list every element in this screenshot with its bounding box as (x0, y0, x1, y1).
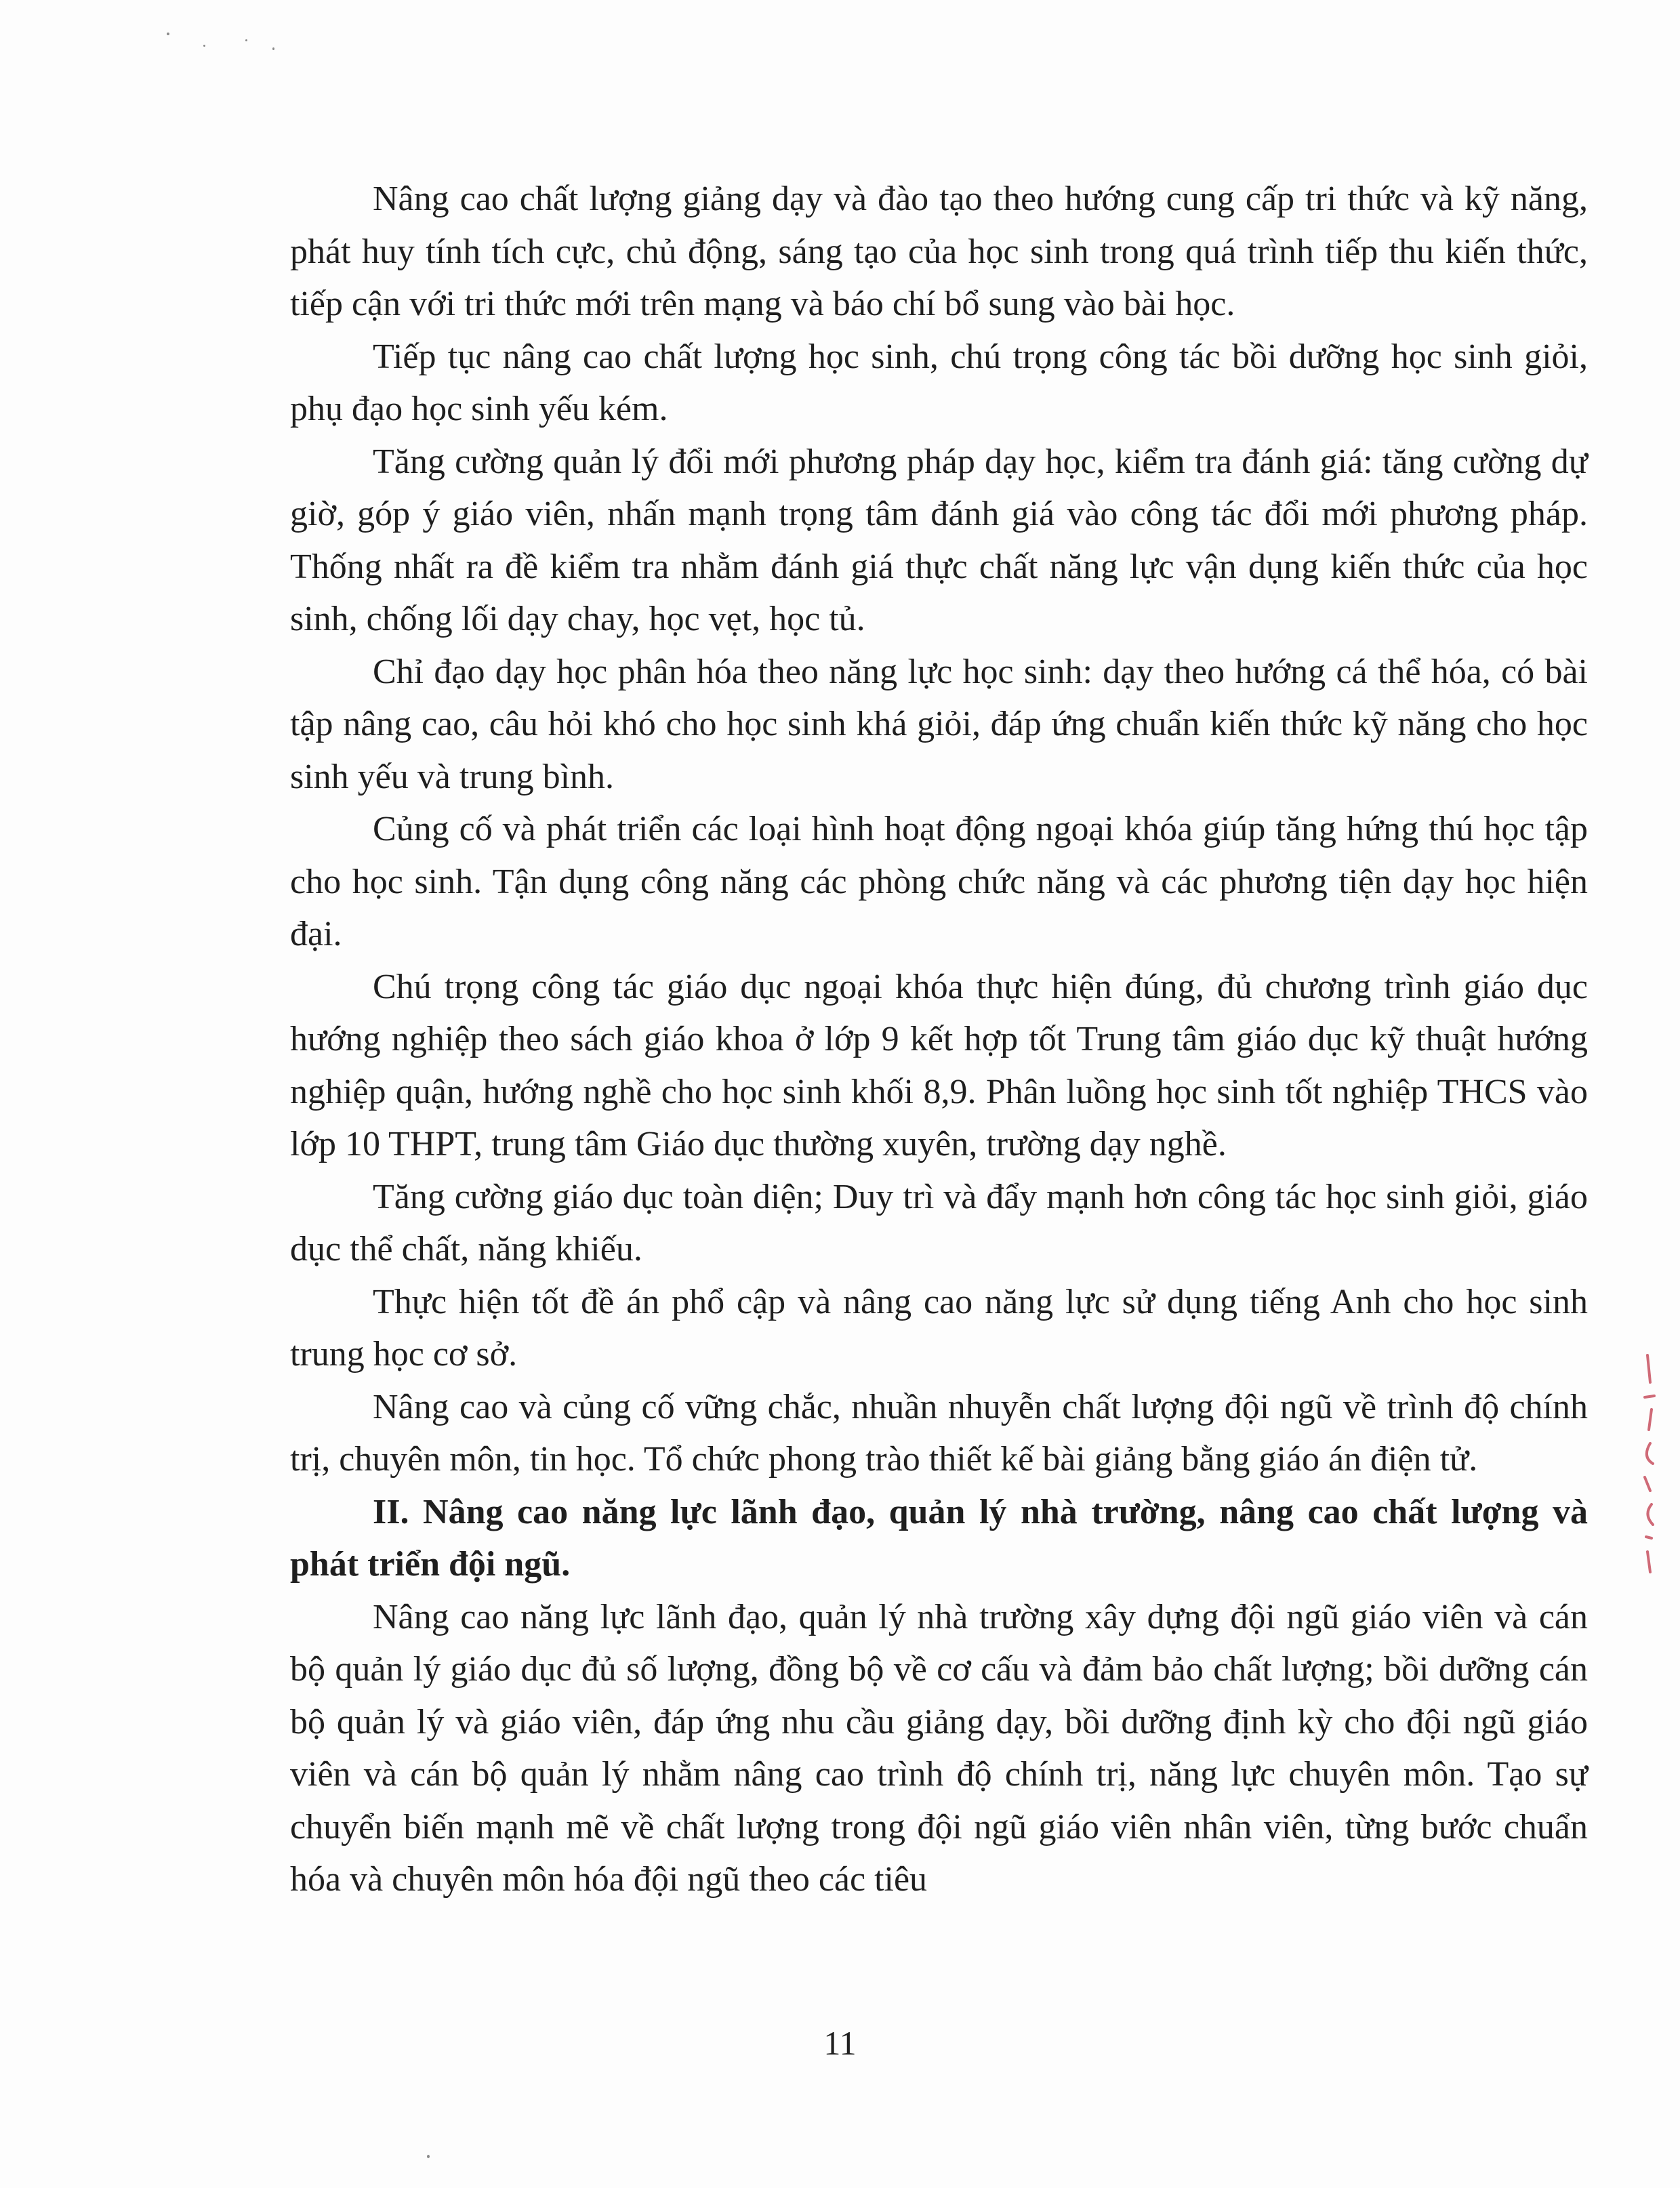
margin-stamp-mark (1623, 1348, 1671, 1579)
scan-speck (167, 33, 169, 35)
body-paragraph: Thực hiện tốt đề án phổ cập và nâng cao năng lực sử dụng tiếng Anh cho học sinh trung học cơ sở. (290, 1282, 1588, 1374)
body-paragraph: Củng cố và phát triển các loại hình hoạt động ngoại khóa giúp tăng hứng thú học tập cho học sinh. Tận dụng công năng các phòng chức năng và các phương tiện dạy học hiện đại. (290, 810, 1588, 953)
body-paragraph: Tiếp tục nâng cao chất lượng học sinh, chú trọng công tác bồi dưỡng học sinh giỏi, phụ đạo học sinh yếu kém. (290, 337, 1588, 428)
page-number: 11 (823, 2024, 857, 2062)
document-body (290, 173, 1588, 1906)
body-paragraph: Chỉ đạo dạy học phân hóa theo năng lực học sinh: dạy theo hướng cá thể hóa, có bài tập nâng cao, câu hỏi khó cho học sinh khá giỏi, đáp ứng chuẩn kiến thức kỹ năng cho học sinh yếu và trung bình. (290, 652, 1588, 796)
body-paragraph: Chú trọng công tác giáo dục ngoại khóa thực hiện đúng, đủ chương trình giáo dục hướng nghiệp theo sách giáo khoa ở lớp 9 kết hợp tốt Trung tâm giáo dục kỹ thuật hướng nghiệp quận, hướng nghề cho học sinh khối 8,9. Phân luồng học sinh tốt nghiệp THCS vào lớp 10 THPT, trung tâm Giáo dục thường xuyên, trường dạy nghề. (290, 967, 1588, 1163)
scan-speck (203, 45, 205, 47)
body-paragraph: Nâng cao chất lượng giảng dạy và đào tạo theo hướng cung cấp tri thức và kỹ năng, phát huy tính tích cực, chủ động, sáng tạo của học sinh trong quá trình tiếp thu kiến thức, tiếp cận với tri thức mới trên mạng và báo chí bổ sung vào bài học. (290, 180, 1588, 323)
section-heading: II. Nâng cao năng lực lãnh đạo, quản lý nhà trường, nâng cao chất lượng và phát triển đội ngũ. (290, 1492, 1588, 1584)
body-paragraph: Tăng cường giáo dục toàn diện; Duy trì và đẩy mạnh hơn công tác học sinh giỏi, giáo dục thể chất, năng khiếu. (290, 1177, 1588, 1268)
scan-speck (427, 2155, 430, 2158)
body-paragraph: Tăng cường quản lý đổi mới phương pháp dạy học, kiểm tra đánh giá: tăng cường dự giờ, góp ý giáo viên, nhấn mạnh trọng tâm đánh giá vào công tác đổi mới phương pháp. Thống nhất ra đề kiểm tra nhằm đánh giá thực chất năng lực vận dụng kiến thức của học sinh, chống lối dạy chay, học vẹt, học tủ. (290, 442, 1588, 638)
body-paragraph: Nâng cao và củng cố vững chắc, nhuần nhuyễn chất lượng đội ngũ về trình độ chính trị, chuyên môn, tin học. Tổ chức phong trào thiết kế bài giảng bằng giáo án điện tử. (290, 1387, 1588, 1479)
section-paragraph: Nâng cao năng lực lãnh đạo, quản lý nhà trường xây dựng đội ngũ giáo viên và cán bộ quản lý giáo dục đủ số lượng, đồng bộ về cơ cấu và đảm bảo chất lượng; bồi dưỡng cán bộ quản lý và giáo viên, đáp ứng nhu cầu giảng dạy, bồi dưỡng định kỳ cho đội ngũ giáo viên và cán bộ quản lý nhằm nâng cao trình độ chính trị, năng lực chuyên môn. Tạo sự chuyển biến mạnh mẽ về chất lượng trong đội ngũ giáo viên nhân viên, từng bước chuẩn hóa và chuyên môn hóa đội ngũ theo các tiêu (290, 1597, 1588, 1899)
scan-speck (245, 39, 247, 41)
margin-stamp-icon (1623, 1348, 1671, 1579)
scan-speck (272, 47, 274, 50)
